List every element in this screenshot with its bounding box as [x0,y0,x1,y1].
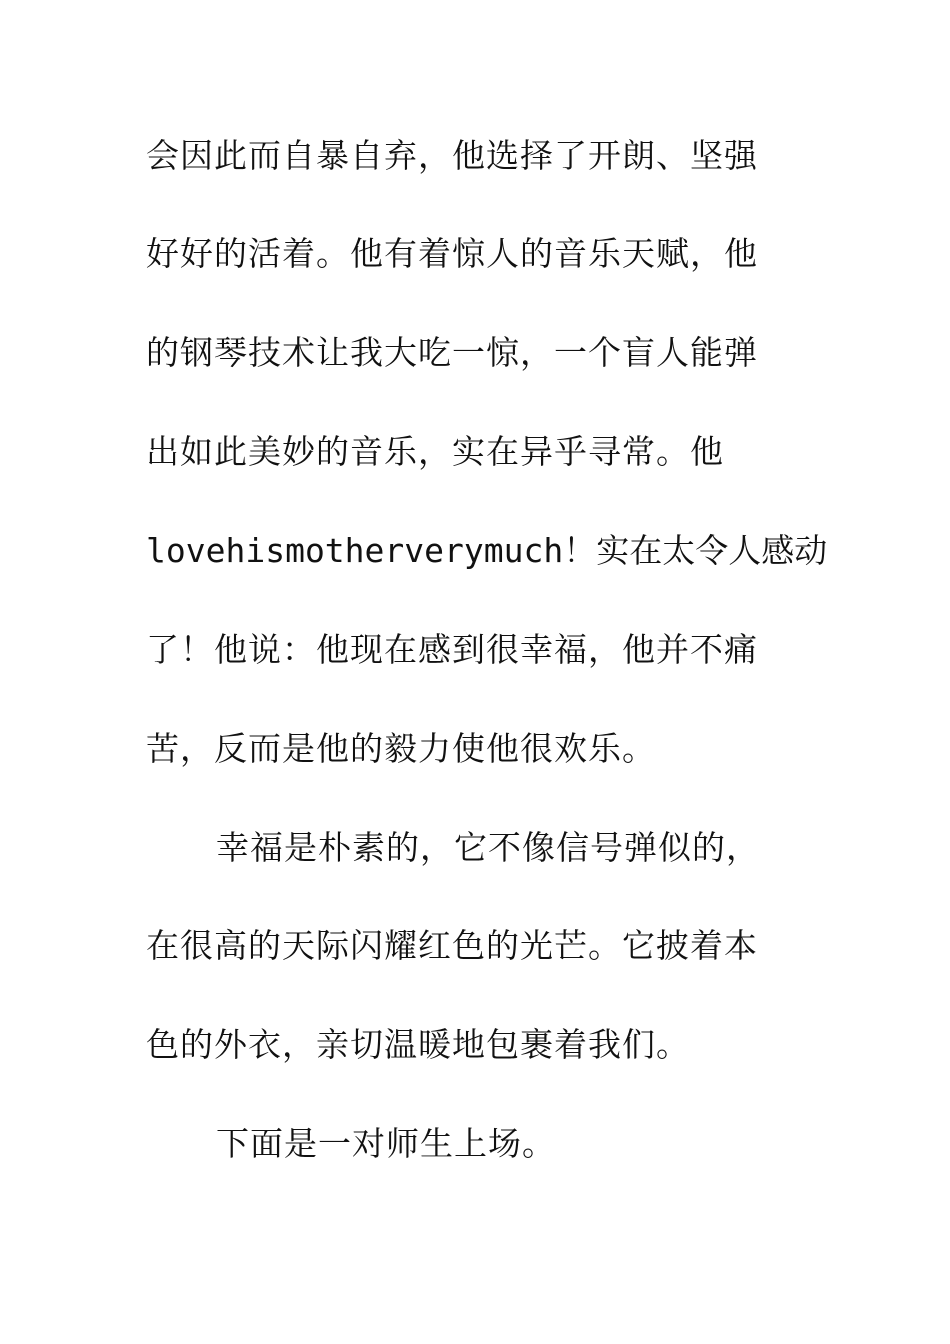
paragraph-first-line: 下面是一对师生上场。 [216,1124,556,1163]
text-line: 会因此而自暴自弃，他选择了开朗、坚强 [146,136,758,175]
text-line: 苦，反而是他的毅力使他很欢乐。 [146,729,656,768]
text-line: 了！他说：他现在感到很幸福，他并不痛 [146,630,758,669]
paragraph-first-line: 幸福是朴素的，它不像信号弹似的， [216,828,760,867]
text-line: 的钢琴技术让我大吃一惊，一个盲人能弹 [146,333,758,372]
text-line: lovehismotherverymuch！实在太令人感动 [146,531,828,570]
text-line: 出如此美妙的音乐，实在异乎寻常。他 [146,432,724,471]
text-line: 在很高的天际闪耀红色的光芒。它披着本 [146,926,758,965]
text-line: 色的外衣，亲切温暖地包裹着我们。 [146,1025,690,1064]
text-line: 好好的活着。他有着惊人的音乐天赋，他 [146,234,758,273]
